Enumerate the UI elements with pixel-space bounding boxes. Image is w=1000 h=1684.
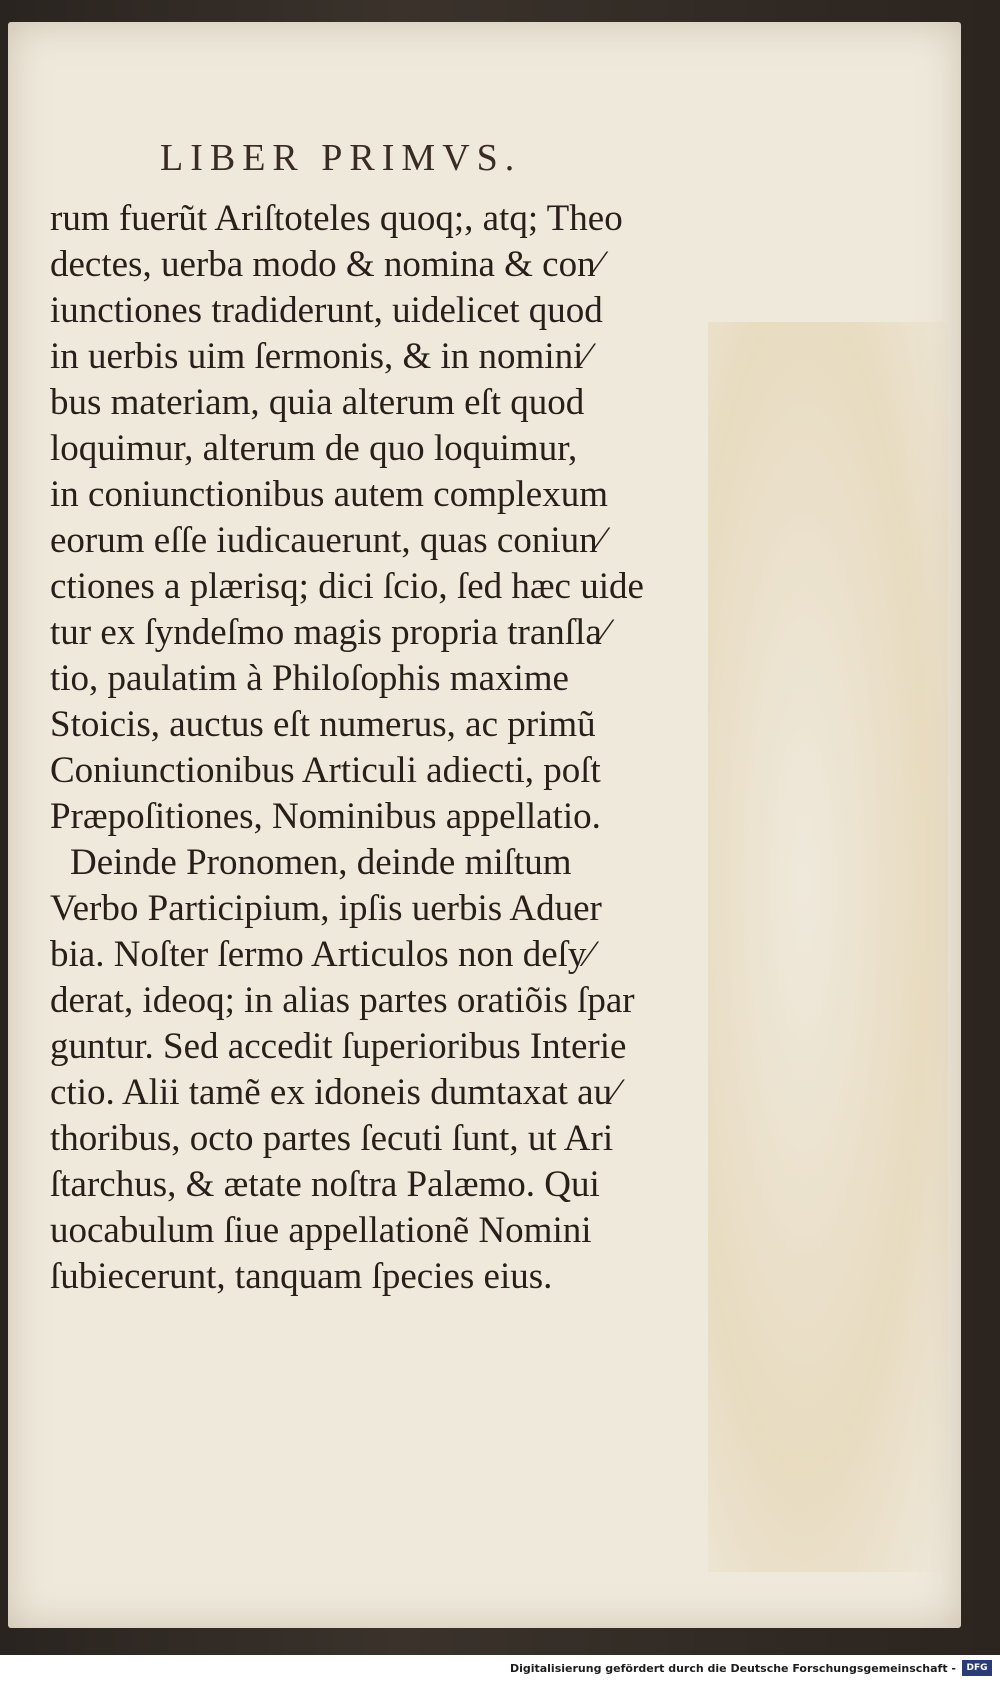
text-line: rum fuerũt Ariſtoteles quoq;, atq; Theo — [50, 198, 623, 239]
text-line: bia. Noſter ſermo Articulos non deſy⁄ — [50, 934, 593, 975]
water-stain — [708, 322, 948, 1572]
text-line: Coniunctionibus Articuli adiecti, poſt — [50, 750, 601, 791]
page-text — [50, 196, 690, 1300]
text-line: dectes, uerba modo & nomina & con⁄ — [50, 244, 602, 285]
footer-bar — [0, 1655, 1000, 1684]
text-line: Deinde Pronomen, deinde miſtum — [70, 842, 572, 883]
text-line: ſubiecerunt, tanquam ſpecies eius. — [50, 1256, 553, 1297]
dfg-logo: DFG — [962, 1660, 992, 1676]
text-line: in coniunctionibus autem complexum — [50, 474, 608, 515]
text-line: Stoicis, auctus eſt numerus, ac primũ — [50, 704, 596, 745]
text-line: Præpoſitiones, Nominibus appellatio. — [50, 796, 601, 837]
text-line: in uerbis uim ſermonis, & in nomini⁄ — [50, 336, 590, 377]
text-line: eorum eſſe iudicauerunt, quas coniun⁄ — [50, 520, 604, 561]
text-line: ctiones a plærisq; dici ſcio, ſed hæc uide — [50, 566, 644, 607]
funding-credit: Digitalisierung gefördert durch die Deutsche Forschungsgemeinschaft - — [509, 1662, 956, 1675]
text-line: uocabulum ſiue appellationẽ Nomini — [50, 1210, 592, 1251]
text-line: tur ex ſyndeſmo magis propria tranſla⁄ — [50, 612, 608, 653]
text-line: ctio. Alii tamẽ ex idoneis dumtaxat au⁄ — [50, 1072, 619, 1113]
text-line: guntur. Sed accedit ſuperioribus Interie — [50, 1026, 627, 1067]
text-line: thoribus, octo partes ſecuti ſunt, ut Ari — [50, 1118, 614, 1159]
text-line: bus materiam, quia alterum eſt quod — [50, 382, 585, 423]
text-line: Verbo Participium, ipſis uerbis Aduer — [50, 888, 602, 929]
text-line: ſtarchus, & ætate noſtra Palæmo. Qui — [50, 1164, 600, 1205]
running-head: LIBER PRIMVS. — [160, 137, 522, 179]
text-line: derat, ideoq; in alias partes oratiõis ſpar — [50, 980, 635, 1021]
text-line: loquimur, alterum de quo loquimur, — [50, 428, 578, 469]
text-line: iunctiones tradiderunt, uidelicet quod — [50, 290, 603, 331]
text-line: tio, paulatim à Philoſophis maxime — [50, 658, 569, 699]
